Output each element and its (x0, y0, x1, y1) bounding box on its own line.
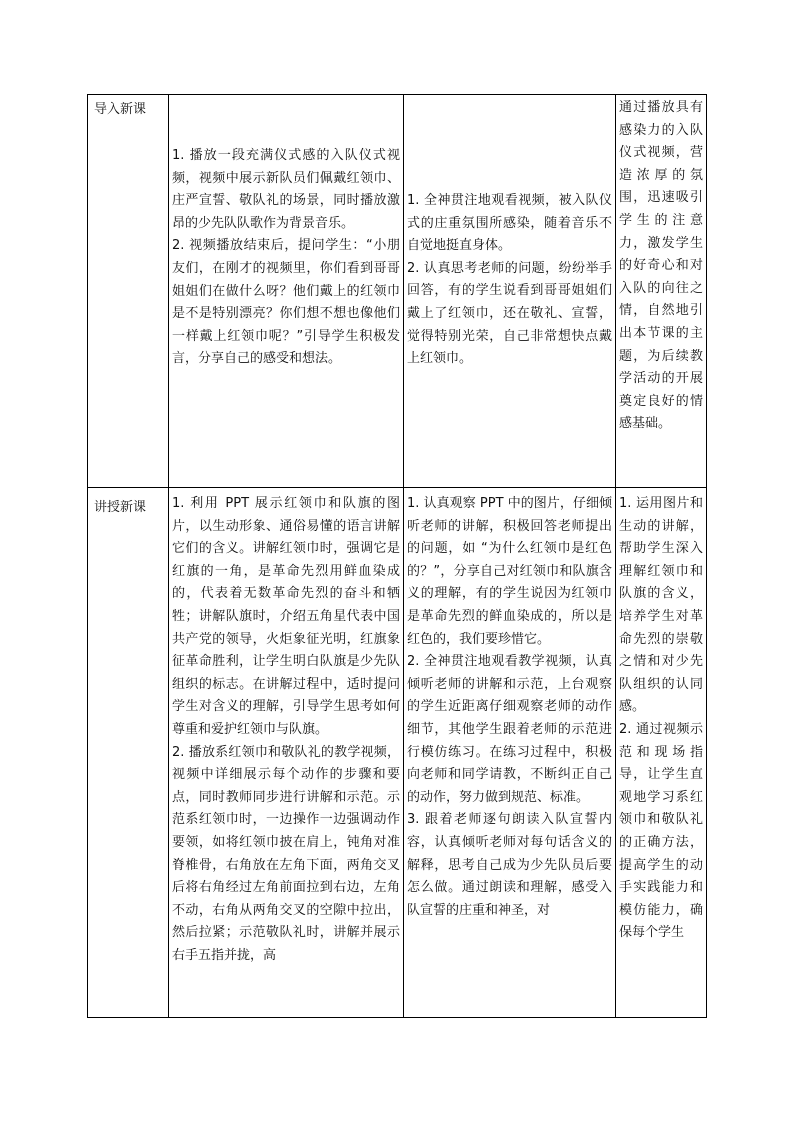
design-intent-teaching (616, 493, 706, 1017)
teacher-activity-teaching (169, 493, 403, 1017)
section-label-text: 讲授新课 (94, 500, 147, 515)
intent-text: 2. 通过视频示范和现场指导，让学生直观地学习系红领巾和敬队礼的正确方法，提高学生的动手实践能力和模仿能力，确保每个学生 (619, 721, 703, 941)
student-step: 2. 全神贯注地观看教学视频，认真倾听老师的讲解和示范，上台观察的学生近距离仔细观察老师的动作细节，其他学生跟着老师的示范进行模仿练习。在练习过程中，积极向老师和同学请教，不断纠正自己的动作，努力做到规范、标准。 (407, 654, 612, 805)
intent-text: 通过播放具有感染力的入队仪式视频，营造浓厚的氛围，迅速吸引学生的注意力，激发学生的好奇心和对入队的向往之情，自然地引出本节课的主题，为后续教学活动的开展奠定良好的情感基础。 (619, 100, 703, 432)
teacher-step: 2. 播放系红领巾和敬队礼的教学视频，视频中详细展示每个动作的步骤和要点，同时教师同步进行讲解和示范。示范系红领巾时，一边操作一边强调动作要领，如将红领巾披在肩上，钝角对准脊椎骨，右角放在左角下面，两角交叉后将右角经过左角前面拉到右边，左角不动，右角从两角交叉的空隙中拉出，然后拉紧；示范敬队礼时，讲解并展示右手五指并拢，高 (172, 744, 400, 963)
intent-text: 1. 运用图片和生动的讲解，帮助学生深入理解红领巾和队旗的含义，培养学生对革命先烈的崇敬之情和对少先队组织的认同感。 (619, 496, 703, 715)
teacher-activity-intro (169, 145, 403, 371)
teacher-step: 2. 视频播放结束后，提问学生：“小朋友们，在刚才的视频里，你们看到哥哥姐姐们在做什么呀？他们戴上的红领巾是不是特别漂亮？你们想不想也像他们一样戴上红领巾呢？”引导学生积极发言，分享自己的感受和想法。 (172, 238, 400, 367)
row-divider (88, 487, 706, 488)
student-step: 3. 跟着老师逐句朗读入队宣誓内容，认真倾听老师对每句话含义的解释，思考自己成为少先队员后要怎么做。通过朗读和理解，感受入队宣誓的庄重和神圣，对 (407, 812, 612, 918)
teacher-step: 1. 播放一段充满仪式感的入队仪式视频，视频中展示新队员们佩戴红领巾、庄严宣誓、敬队礼的场景，同时播放激昂的少先队队歌作为背景音乐。 (172, 148, 400, 231)
student-activity-intro (404, 190, 615, 371)
student-step: 1. 认真观察 PPT 中的图片，仔细倾听老师的讲解，积极回答老师提出的问题，如 “为什么红领巾是红色的？”，分享自己对红领巾和队旗含义的理解，有的学生说因为红领巾是革命先烈的鲜血染成的，所以是红色的，我们要珍惜它。 (407, 496, 612, 647)
section-label-teaching (88, 498, 168, 518)
student-step: 2. 认真思考老师的问题，纷纷举手回答，有的学生说看到哥哥姐姐们戴上了红领巾，还在敬礼、宣誓，觉得特别光荣，自己非常想快点戴上红领巾。 (407, 260, 612, 367)
lesson-plan-table (87, 94, 707, 1018)
student-step: 1. 全神贯注地观看视频，被入队仪式的庄重氛围所感染，随着音乐不自觉地挺直身体。 (407, 193, 612, 254)
design-intent-intro (616, 97, 706, 436)
section-label-intro (88, 100, 168, 120)
student-activity-teaching (404, 493, 615, 1017)
section-label-text: 导入新课 (94, 102, 147, 117)
teacher-step: 1. 利用 PPT 展示红领巾和队旗的图片，以生动形象、通俗易懂的语言讲解它们的含义。讲解红领巾时，强调它是红旗的一角，是革命先烈用鲜血染成的，代表着无数革命先烈的奋斗和牺牲；讲解队旗时，介绍五角星代表中国共产党的领导，火炬象征光明，红旗象征革命胜利，让学生明白队旗是少先队组织的标志。在讲解过程中，适时提问学生对含义的理解，引导学生思考如何尊重和爱护红领巾与队旗。 (172, 496, 400, 737)
